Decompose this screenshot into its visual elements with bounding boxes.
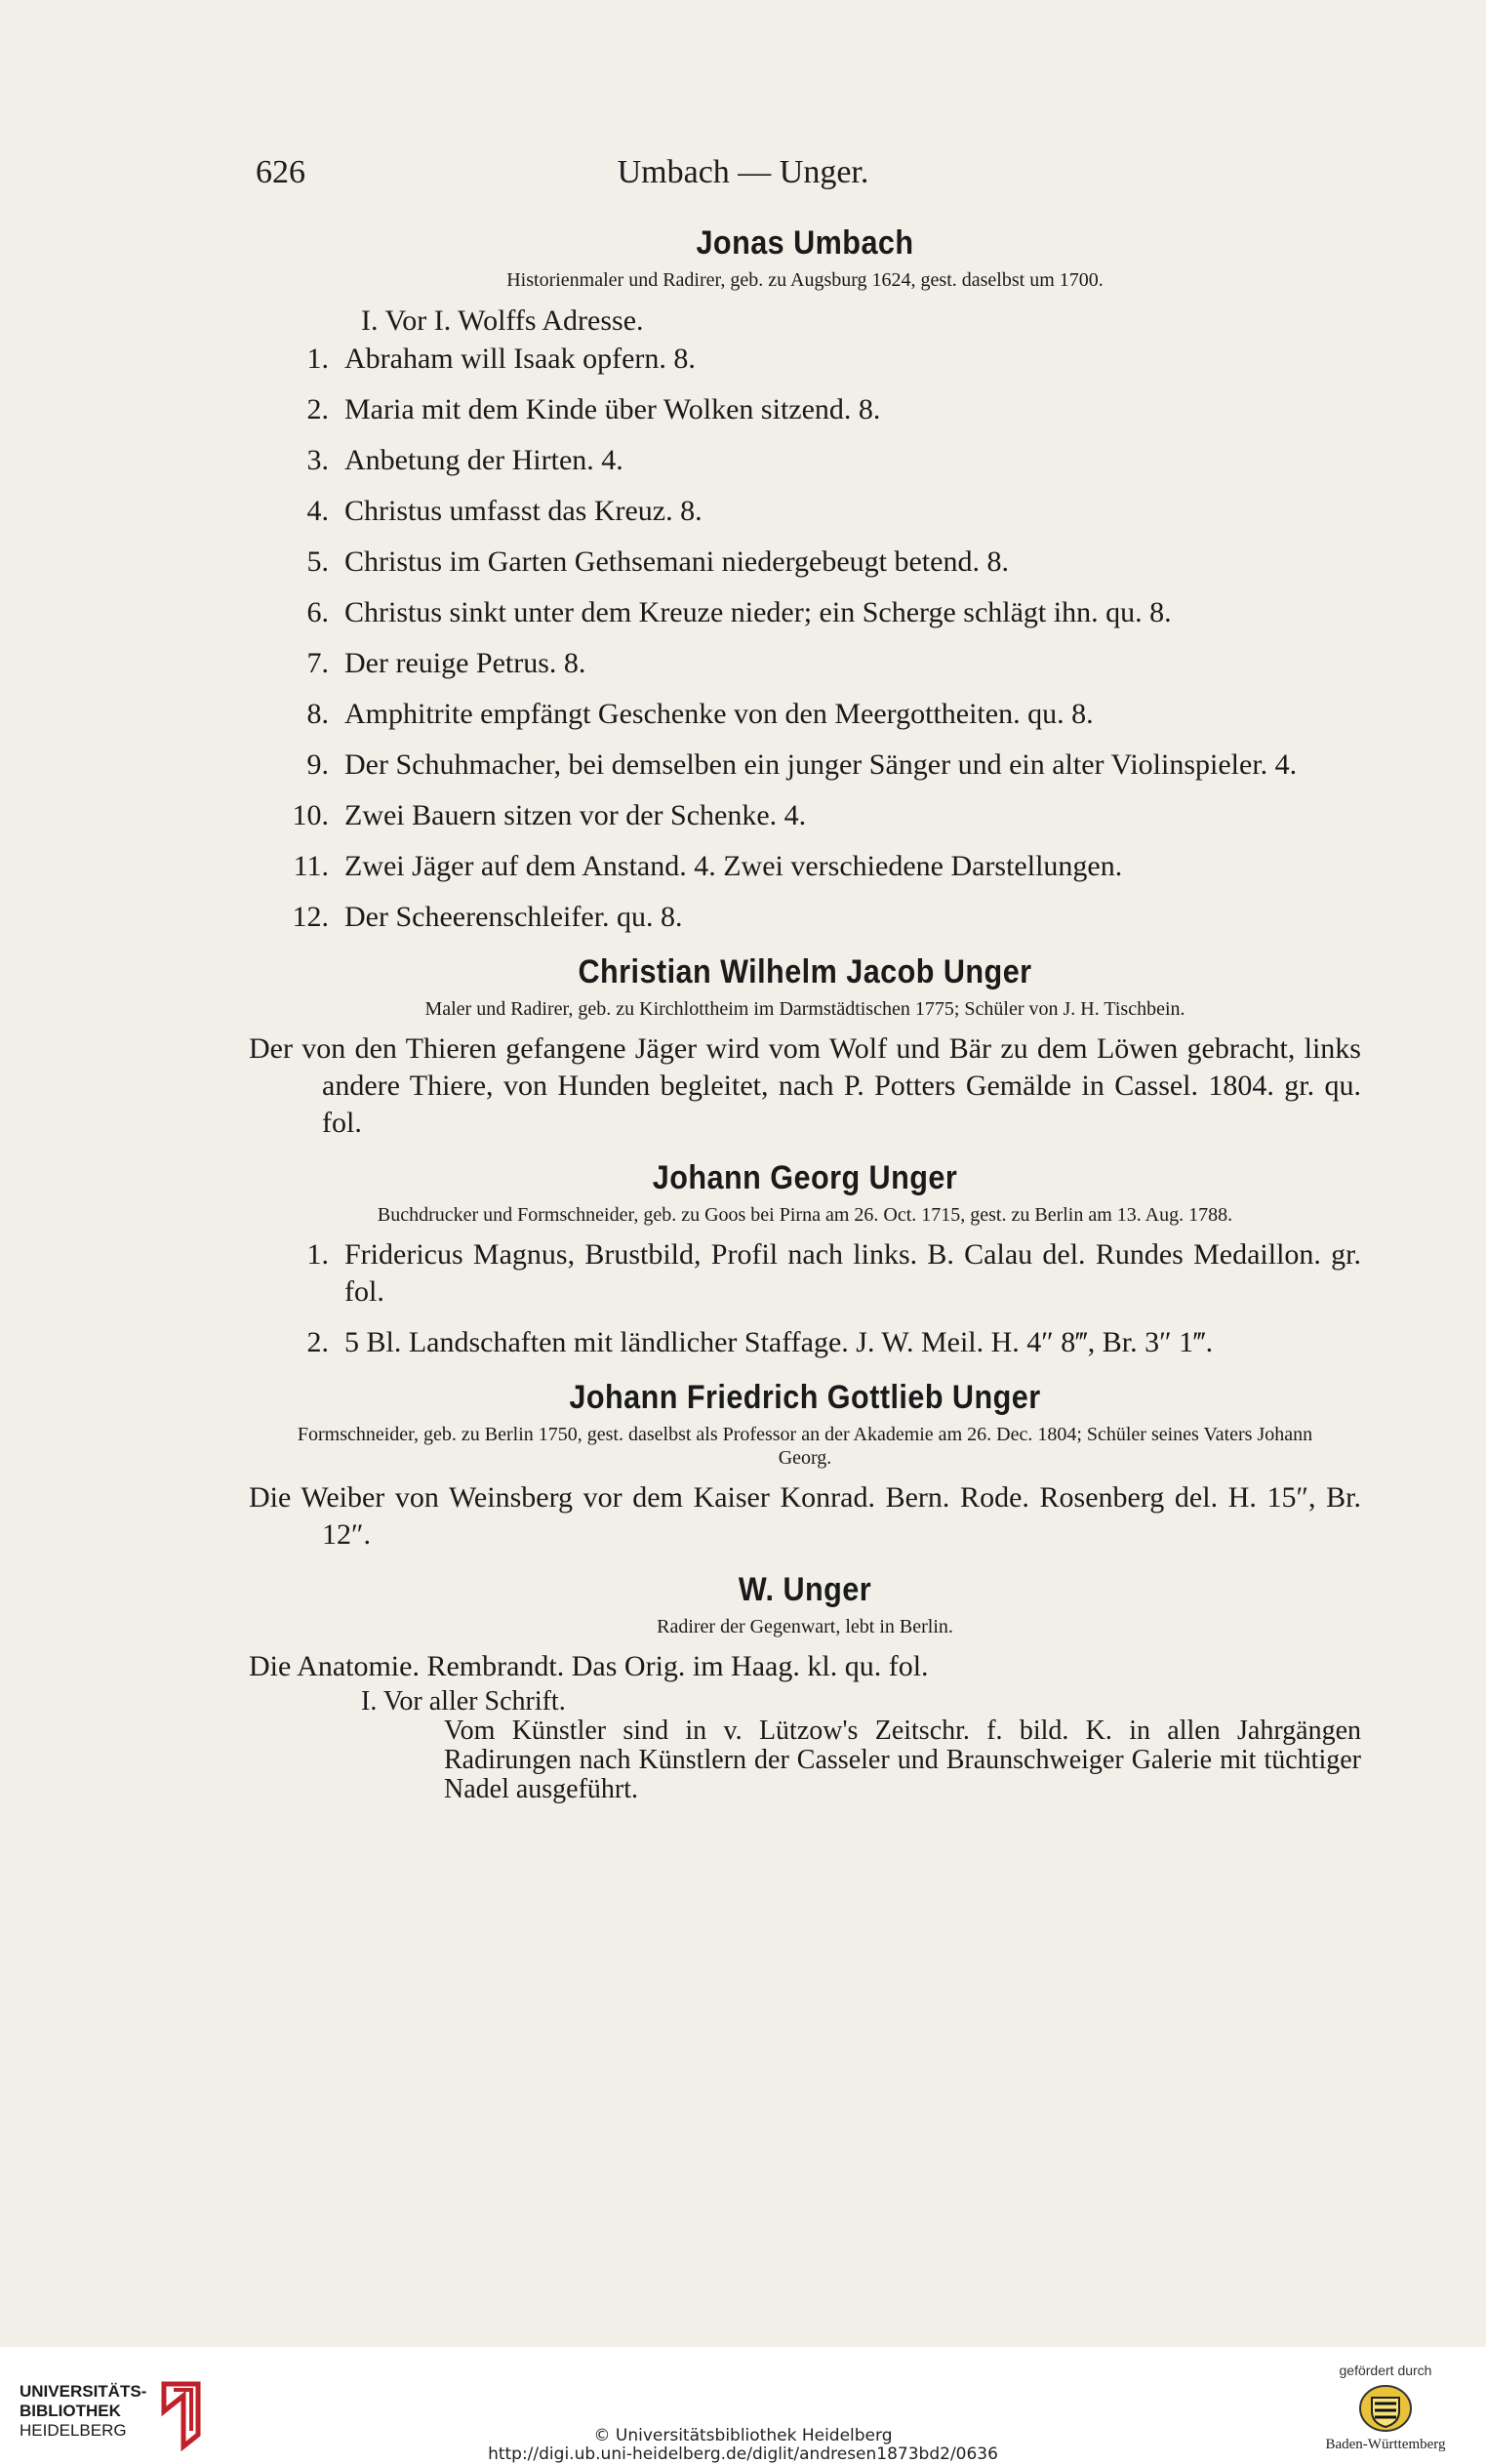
entry-number: 9. (306, 748, 329, 781)
artist-bio: Historienmaler und Radirer, geb. zu Augsburg 1624, gest. daselbst um 1700. (506, 269, 1104, 291)
entry-number: 7. (306, 647, 329, 679)
library-name-line: HEIDELBERG (20, 2421, 127, 2440)
entry-number: 8. (306, 698, 329, 730)
catalog-entry (249, 848, 1361, 885)
entry-text: Christus im Garten Gethsemani niedergebeugt betend. 8. (344, 545, 1009, 578)
artist-name: Johann Georg Unger (652, 1159, 958, 1196)
catalog-entry (249, 899, 1361, 936)
state-note: I. Vor aller Schrift. (361, 1686, 566, 1717)
entry-number: 2. (306, 393, 329, 425)
running-title: Umbach — Unger. (617, 154, 869, 190)
catalog-entry (249, 1236, 1361, 1311)
copyright-notice (0, 2427, 1486, 2464)
funded-by-label: gefördert durch (1339, 2363, 1432, 2378)
catalog-entry (249, 544, 1361, 581)
catalog-entry (249, 594, 1361, 631)
digitization-footer (0, 2347, 1486, 2464)
entry-text: Zwei Jäger auf dem Anstand. 4. Zwei verschiedene Darstellungen. (344, 850, 1123, 882)
catalog-entry (249, 696, 1361, 733)
catalog-entry (249, 797, 1361, 834)
library-name-line: UNIVERSITÄTS- (20, 2382, 147, 2401)
section-w-unger (249, 1571, 1361, 1804)
catalog-text: Die Anatomie. Rembrandt. Das Orig. im Haag. kl. qu. fol. (249, 1650, 929, 1682)
entry-text: Maria mit dem Kinde über Wolken sitzend. 8. (344, 393, 881, 425)
funder-block (1307, 2363, 1464, 2453)
entry-number: 11. (293, 850, 329, 882)
editor-note: Vom Künstler sind in v. Lützow's Zeitschr. f. bild. K. in allen Jahrgängen Radirungen nach Künstlern der Casseler und Braunschweiger Galerie mit tüchtiger Nadel ausgeführt. (444, 1716, 1361, 1804)
section-johann-friedrich-gottlieb-unger (249, 1379, 1361, 1554)
copyright-text: © Universitätsbibliothek Heidelberg (593, 2426, 893, 2445)
entry-text: Der Scheerenschleifer. qu. 8. (344, 901, 683, 933)
catalog-entry (249, 493, 1361, 530)
entry-text: Der Schuhmacher, bei demselben ein junger Sänger und ein alter Violinspieler. 4. (344, 748, 1298, 781)
artist-bio: Radirer der Gegenwart, lebt in Berlin. (657, 1616, 953, 1637)
entry-number: 6. (306, 596, 329, 628)
artist-bio: Buchdrucker und Formschneider, geb. zu Goos bei Pirna am 26. Oct. 1715, gest. zu Berlin am 13. Aug. 1788. (377, 1204, 1233, 1226)
entry-text: Der reuige Petrus. 8. (344, 647, 586, 679)
page-number: 626 (256, 154, 305, 190)
coat-of-arms-icon (1358, 2384, 1413, 2433)
entry-number: 1. (306, 1238, 329, 1271)
section-jonas-umbach (249, 224, 1361, 936)
source-url-link[interactable]: http://digi.ub.uni-heidelberg.de/diglit/andresen1873bd2/0636 (488, 2444, 998, 2464)
entry-number: 3. (306, 444, 329, 476)
state-note: I. Vor I. Wolffs Adresse. (361, 304, 644, 337)
page-content (249, 224, 1361, 1822)
entry-text: Amphitrite empfängt Geschenke von den Meergottheiten. qu. 8. (344, 698, 1094, 730)
artist-name: Johann Friedrich Gottlieb Unger (569, 1379, 1041, 1416)
artist-name: W. Unger (738, 1571, 872, 1608)
section-christian-wilhelm-jacob-unger (249, 953, 1361, 1142)
catalog-entry (249, 1324, 1361, 1361)
catalog-text: Die Weiber von Weinsberg vor dem Kaiser Konrad. Bern. Rode. Rosenberg del. H. 15″, Br. 12″. (249, 1481, 1361, 1551)
artist-name: Christian Wilhelm Jacob Unger (578, 953, 1032, 990)
entry-number: 1. (306, 343, 329, 375)
entry-number: 2. (306, 1326, 329, 1358)
entry-number: 10. (292, 799, 329, 831)
entry-text: Zwei Bauern sitzen vor der Schenke. 4. (344, 799, 807, 831)
entry-number: 12. (292, 901, 329, 933)
entry-number: 4. (306, 495, 329, 527)
entry-text: Abraham will Isaak opfern. 8. (344, 343, 696, 375)
page-header (0, 144, 1486, 203)
catalog-entry (249, 442, 1361, 479)
entry-text: Christus umfasst das Kreuz. 8. (344, 495, 703, 527)
catalog-entry (249, 341, 1361, 378)
funder-name: Baden-Württemberg (1325, 2437, 1446, 2452)
entry-text: 5 Bl. Landschaften mit ländlicher Staffage. J. W. Meil. H. 4″ 8‴, Br. 3″ 1‴. (344, 1326, 1214, 1358)
entry-text: Fridericus Magnus, Brustbild, Profil nach links. B. Calau del. Rundes Medaillon. gr. fol. (344, 1238, 1361, 1308)
entry-text: Christus sinkt unter dem Kreuze nieder; ein Scherge schlägt ihn. qu. 8. (344, 596, 1172, 628)
entry-number: 5. (306, 545, 329, 578)
catalog-text: Der von den Thieren gefangene Jäger wird vom Wolf und Bär zu dem Löwen gebracht, links andere Thiere, von Hunden begleitet, nach P. Potters Gemälde in Cassel. 1804. gr. qu. fol. (249, 1032, 1361, 1139)
catalog-entry (249, 391, 1361, 428)
catalog-entry (249, 747, 1361, 784)
entry-text: Anbetung der Hirten. 4. (344, 444, 623, 476)
section-johann-georg-unger (249, 1159, 1361, 1361)
artist-bio: Formschneider, geb. zu Berlin 1750, gest. daselbst als Professor an der Akademie am 26. Dec. 1804; Schüler seines Vaters Johann Georg. (297, 1424, 1313, 1469)
catalog-entry (249, 645, 1361, 682)
library-name-line: BIBLIOTHEK (20, 2402, 121, 2420)
artist-bio: Maler und Radirer, geb. zu Kirchlottheim im Darmstädtischen 1775; Schüler von J. H. Tischbein. (424, 998, 1185, 1020)
artist-name: Jonas Umbach (696, 224, 914, 262)
